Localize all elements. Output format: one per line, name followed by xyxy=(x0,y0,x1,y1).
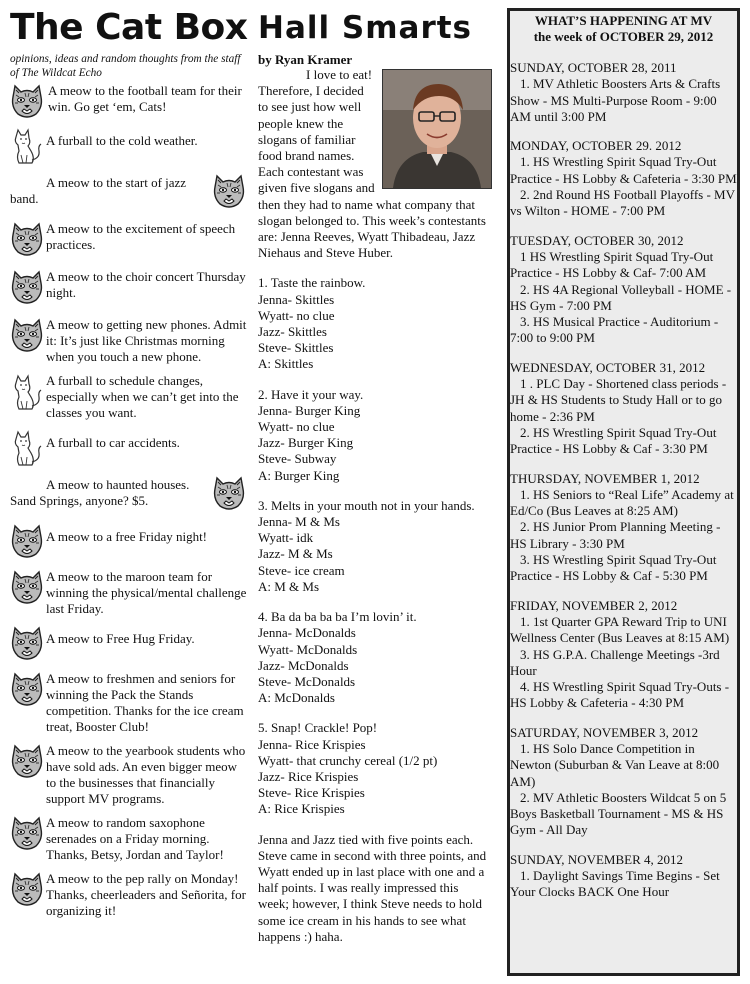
list-item: A furball to car accidents. xyxy=(10,429,248,467)
list-item: A meow to the football team for their win. Go get ‘em, Cats! xyxy=(10,83,248,119)
intro-paragraph: I love to eat! Therefore, I decided to see just how well people knew the slogans of familiar food brand names. Each contestant was given five slogans and then they had to name what company that slogan belonged to. This week’s contestants are: Jenna Reeves, Wyatt Thibadeau, Jazz Niehaus and Steve Huber. xyxy=(258,67,486,261)
calendar-heading: WHAT’S HAPPENING AT MV xyxy=(534,13,713,28)
list-item: A meow to getting new phones. Admit it: It’s just like Christmas morning when you touch a new phone. xyxy=(10,317,248,365)
wildcat-icon xyxy=(10,815,44,853)
author-photo xyxy=(382,69,492,189)
whats-happening-box xyxy=(507,8,740,976)
conclusion-paragraph: Jenna and Jazz tied with five points each. Steve came in second with three points, and Wyatt ended up in last place with one and a half points. I was really impressed this week; however, I think Steve needs to hold some ice cream in his hands to see what happens :) haha. xyxy=(258,831,487,944)
calendar-day: TUESDAY, OCTOBER 30, 2012 1 HS Wrestling Spirit Squad Try-Out Practice - HS Lobby & Caf- 7:00 AM 2. HS 4A Regional Volleyball - HOME - HS Gym - 7:00 PM 3. HS Musical Practice - Auditorium - 7:00 to 9:00 PM xyxy=(510,232,732,346)
wildcat-icon xyxy=(212,173,246,211)
list-item: A furball to the cold weather. xyxy=(10,127,248,165)
calendar-day: SATURDAY, NOVEMBER 3, 2012 1. HS Solo Dance Competition in Newton (Suburban & Van Leave at 8:00 AM) 2. MV Athletic Boosters Wildcat 5 on 5 Boys Basketball Tournament - MS & HS Gym - All Day xyxy=(510,724,727,838)
list-item: A meow to haunted houses. Sand Springs, anyone? $5. xyxy=(10,475,248,515)
list-item: A meow to the yearbook students who have sold ads. An even bigger meow to the businesses that financially support MV programs. xyxy=(10,743,248,807)
furball-cat-icon xyxy=(10,373,44,411)
furball-cat-icon xyxy=(10,127,44,165)
byline: by Ryan Kramer xyxy=(258,52,353,67)
calendar-day: FRIDAY, NOVEMBER 2, 2012 1. 1st Quarter GPA Reward Trip to UNI Wellness Center (Bus Leaves at 8:15 AM) 3. HS G.P.A. Challenge Meetings -3rd Hour 4. HS Wrestling Spirit Squad Try-Outs - HS Lobby & Cafeteria - 4:30 PM xyxy=(510,597,730,711)
calendar-subheading: the week of OCTOBER 29, 2012 xyxy=(533,29,714,44)
question-block: 1. Taste the rainbow. Jenna- Skittles Wyatt- no clue Jazz- Skittles Steve- Skittles A: Skittles xyxy=(258,275,366,372)
list-item: A meow to the choir concert Thursday night. xyxy=(10,269,248,309)
calendar-day: WEDNESDAY, OCTOBER 31, 2012 1 . PLC Day - Shortened class periods - JH & HS Students to Study Hall or to go home - 2:36 PM 2. HS Wrestling Spirit Squad Try-Out Practice - HS Lobby & Caf - 3:30 PM xyxy=(510,359,727,457)
list-item: A meow to the start of jazz band. xyxy=(10,173,248,213)
list-item: A meow to freshmen and seniors for winning the Pack the Stands competition. Thanks for the ice cream treat, Booster Club! xyxy=(10,671,248,735)
question-block: 3. Melts in your mouth not in your hands. Jenna- M & Ms Wyatt- idk Jazz- M & Ms Steve- ice cream A: M & Ms xyxy=(258,497,475,594)
calendar-day: SUNDAY, NOVEMBER 4, 2012 1. Daylight Savings Time Begins - Set Your Clocks BACK One Hour xyxy=(510,851,720,900)
wildcat-icon xyxy=(10,625,44,663)
question-block: 5. Snap! Crackle! Pop! Jenna- Rice Krispies Wyatt- that crunchy cereal (1/2 pt) Jazz- Rice Krispies Steve- Rice Krispies A: Rice Krispies xyxy=(258,720,438,817)
cat-box-subtitle: opinions, ideas and random thoughts from the staff of The Wildcat Echo xyxy=(10,53,241,79)
wildcat-icon xyxy=(10,523,44,561)
question-block: 4. Ba da ba ba ba I’m lovin’ it. Jenna- McDonalds Wyatt- McDonalds Jazz- McDonalds Steve- McDonalds A: McDonalds xyxy=(258,609,417,706)
furball-cat-icon xyxy=(10,429,44,467)
list-item: A meow to the pep rally on Monday! Thanks, cheerleaders and Señorita, for organizing it! xyxy=(10,871,248,919)
calendar-day: SUNDAY, OCTOBER 28, 2011 1. MV Athletic Boosters Arts & Crafts Show - MS Multi-Purpose Room - 9:00 AM until 3:00 PM xyxy=(510,60,721,124)
cat-box-column xyxy=(10,8,248,927)
cat-box-title: The Cat Box xyxy=(10,7,248,48)
list-item: A meow to Free Hug Friday. xyxy=(10,625,248,663)
wildcat-icon xyxy=(10,743,44,781)
wildcat-icon xyxy=(10,671,44,709)
list-item: A meow to random saxophone serenades on a Friday morning. Thanks, Betsy, Jordan and Taylor! xyxy=(10,815,248,863)
hall-smarts-column xyxy=(258,8,492,945)
wildcat-icon xyxy=(10,83,44,121)
wildcat-icon xyxy=(10,221,44,259)
list-item: A furball to schedule changes, especially when we can’t get into the classes you want. xyxy=(10,373,248,421)
wildcat-icon xyxy=(212,475,246,513)
list-item: A meow to the excitement of speech practices. xyxy=(10,221,248,261)
calendar-day: MONDAY, OCTOBER 29. 2012 1. HS Wrestling Spirit Squad Try-Out Practice - HS Lobby & Cafeteria - 3:30 PM 2. 2nd Round HS Football Playoffs - MV vs Wilton - HOME - 7:00 PM xyxy=(510,138,737,219)
list-item: A meow to a free Friday night! xyxy=(10,523,248,561)
wildcat-icon xyxy=(10,569,44,607)
list-item: A meow to the maroon team for winning the physical/mental challenge last Friday. xyxy=(10,569,248,617)
hall-smarts-title: Hall Smarts xyxy=(258,10,473,46)
wildcat-icon xyxy=(10,269,44,307)
question-block: 2. Have it your way. Jenna- Burger King Wyatt- no clue Jazz- Burger King Steve- Subway A: Burger King xyxy=(258,386,364,483)
wildcat-icon xyxy=(10,871,44,909)
calendar-day: THURSDAY, NOVEMBER 1, 2012 1. HS Seniors to “Real Life” Academy at Ed/Co (Bus Leaves at 8:25 AM) 2. HS Junior Prom Planning Meeting - HS Library - 3:30 PM 3. HS Wrestling Spirit Squad Try-Out Practice - HS Lobby & Caf - 5:30 PM xyxy=(510,470,734,584)
wildcat-icon xyxy=(10,317,44,355)
